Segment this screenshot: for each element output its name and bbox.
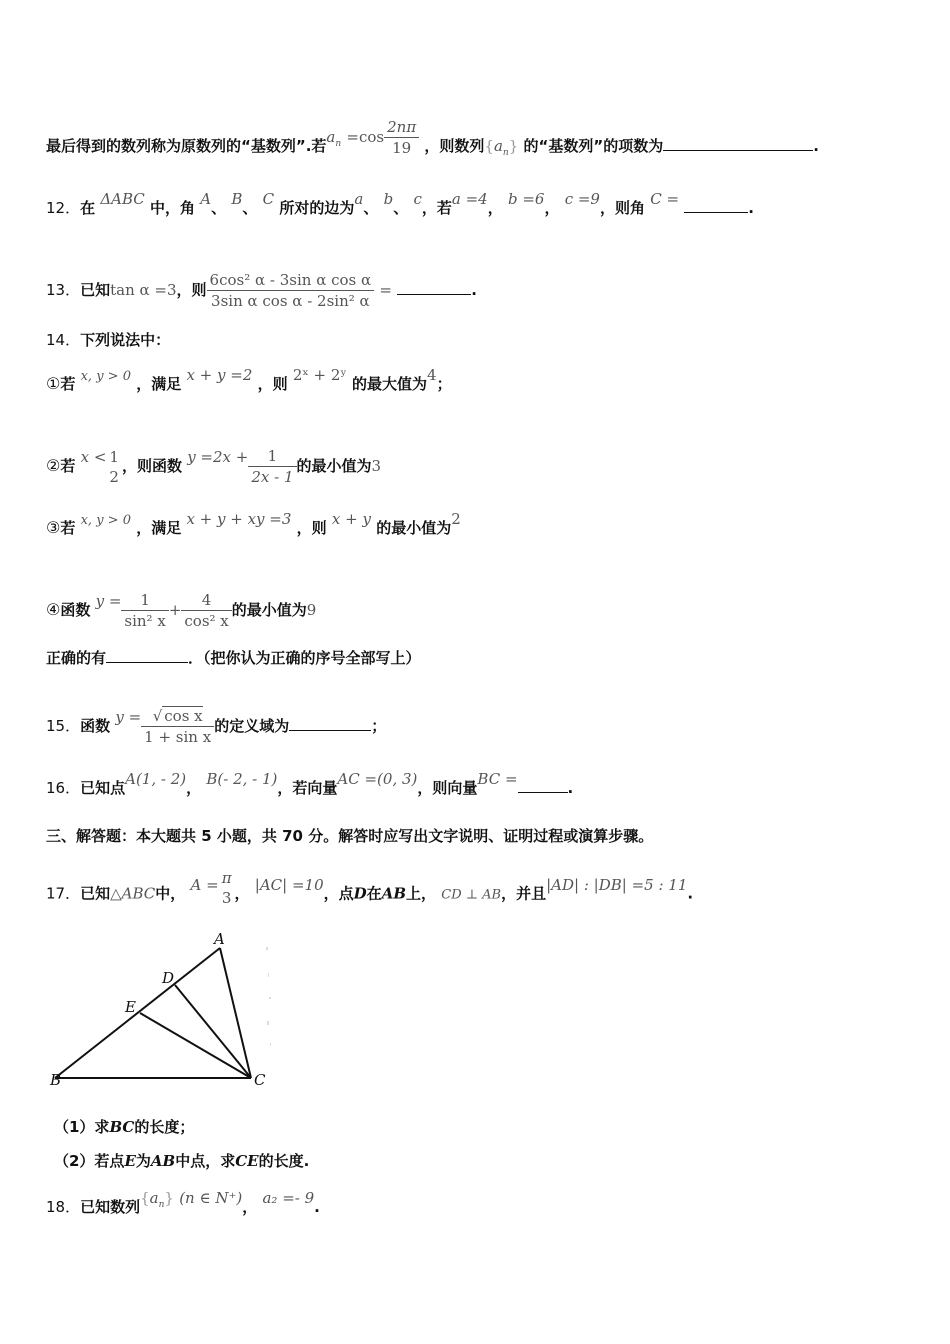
label-C: C	[254, 1071, 266, 1089]
q15-number: 15．	[46, 717, 81, 735]
q11-mid: ，则数列	[424, 137, 485, 155]
segment-CE	[140, 1013, 251, 1078]
q12-triangle: ΔABC	[100, 190, 145, 208]
q14-answer-blank[interactable]	[106, 648, 188, 663]
q17-number: 17．	[46, 884, 81, 903]
q17-angle-fraction: π 3	[221, 869, 232, 907]
question-12: 12．在 ΔABC 中，角 A、 B、 C 所对的边为a、 b、 c，若a =4， b =6， c =9，则角 C = .	[46, 190, 754, 217]
q14-s2-half: 1 2	[109, 447, 119, 486]
q11-fraction: $\frac{2n\pi}{19}$	[384, 117, 419, 158]
q16-number: 16．	[46, 779, 81, 797]
q17-part-1: （1）求BC的长度；	[54, 1118, 195, 1136]
question-15: 15．函数 y = $\frac{\text{√ cos x}}{\text{1 + sin x}}$ 的定义域为 ；	[46, 707, 387, 746]
q14-answer-line: 正确的有 ．（把你认为正确的序号全部写上）	[46, 649, 421, 667]
question-17: 17．已知△ABC中， A = π 3 ， |AC| =10，点D在AB上， CD ⊥ AB，并且|AD| : |DB| =5 : 11.	[46, 869, 694, 907]
scan-specks	[266, 947, 271, 1046]
q14-s4-frac-1: $\frac{1}{\text{sin² x}}$	[121, 590, 168, 631]
q14-number: 14．	[46, 331, 81, 349]
label-E: E	[125, 998, 136, 1016]
q16-answer-blank[interactable]	[518, 778, 568, 793]
q13-answer-blank[interactable]	[397, 280, 471, 295]
question-14-title: 14．下列说法中：	[46, 331, 171, 349]
q11-eq: =cos	[346, 128, 385, 146]
q14-s2-fraction: $\frac{1}{2x - 1}$	[248, 446, 296, 487]
segment-AB	[55, 948, 220, 1078]
q12-answer-blank[interactable]	[684, 198, 748, 213]
section-3-heading: 三、解答题：本大题共 5 小题，共 70 分。解答时应写出文字说明、证明过程或演算步骤。	[46, 827, 654, 845]
q12-number: 12．	[46, 199, 81, 217]
label-B: B	[50, 1071, 62, 1089]
q18-seq: $\{a_n\}$	[140, 1189, 174, 1210]
q14-statement-1: ①若 x, y > 0 ，满足 x + y =2 ，则 2ˣ + 2ʸ 的最大值为4；	[46, 366, 452, 393]
q14-statement-4: ④函数 y = $\frac{1}{\text{sin² x}}$ + $\frac{4}{\text{cos² x}}$ 的最小值为9	[46, 591, 317, 630]
question-11-tail: 最后得到的数列称为原数列的“基数列”.若$a_n =\cos$ $\frac{2n\pi}{19}$ ，则数列$\{a_n\}$ 的“基数列”的项数为 .	[46, 118, 819, 158]
label-D: D	[162, 969, 175, 987]
question-18: 18．已知数列$\{a_n\}$ (n ∈ N⁺)， a₂ =- 9.	[46, 1189, 320, 1216]
question-13: 13．已知tan α =3，则 $\frac{\text{6cos² α - 3sin α cos α}}{\text{3sin α cos α - 2sin² α}}$ = .	[46, 271, 477, 310]
q11-lead: 最后得到的数列称为原数列的“基数列”.若	[46, 137, 327, 155]
q14-statement-2: ②若 x < 1 2 ，则函数 y =2x + $\frac{1}{2x - 1}$ 的最小值为3	[46, 447, 382, 486]
triangle-figure	[40, 925, 280, 1095]
q14-statement-3: ③若 x, y > 0 ，满足 x + y + xy =3 ，则 x + y 的最小值为2	[46, 510, 461, 537]
q11-answer-blank[interactable]	[663, 136, 813, 151]
question-16: 16．已知点A(1, - 2)， B(- 2, - 1)，若向量AC =(0, 3)，则向量BC = .	[46, 770, 574, 797]
q11-seq: $\{a_n\}$	[484, 137, 519, 158]
q18-number: 18．	[46, 1198, 81, 1216]
q11-tail: 的“基数列”的项数为	[523, 137, 664, 155]
q12-ask: C =	[650, 190, 680, 208]
q14-s4-frac-2: $\frac{4}{\text{cos² x}}$	[181, 590, 231, 631]
q15-fraction: $\frac{\text{√ cos x}}{\text{1 + sin x}}$	[141, 706, 214, 747]
q17-part-2: （2）若点E为AB中点，求CE的长度.	[54, 1152, 310, 1170]
q13-fraction: $\frac{\text{6cos² α - 3sin α cos α}}{\text{3sin α cos α - 2sin² α}}$	[207, 270, 375, 311]
q13-number: 13．	[46, 281, 81, 299]
label-A: A	[214, 930, 225, 948]
q11-an: $a_n$	[326, 128, 342, 149]
q15-answer-blank[interactable]	[289, 716, 371, 731]
